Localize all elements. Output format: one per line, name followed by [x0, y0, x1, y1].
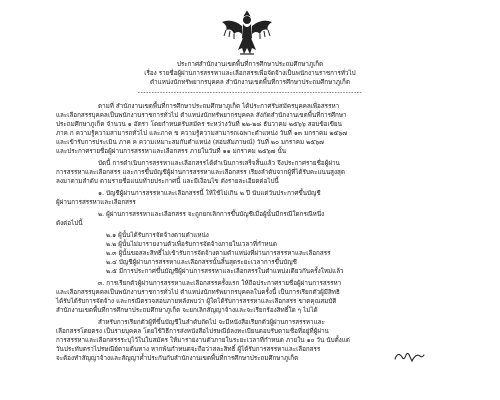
announcement-subtitle: ตำแหน่งนักทรัพยากรบุคคล สำนักงานเขตพื้นที่การศึกษาประถมศึกษาภูเก็ต [150, 79, 350, 86]
paragraph-line: ประถมศึกษาภูเก็ต จำนวน ๑ อัตรา โดยกำหนดรับสมัคร ระหว่างวันที่ ๒๒-๒๘ ธันวาคม ๒๕๖๖ สอบข้อเขียน [56, 121, 342, 128]
announcement-title: ประกาศสำนักงานเขตพื้นที่การศึกษาประถมศึกษาภูเก็ต [176, 61, 324, 68]
paragraph-line: การสรรหาและเลือกสรรระบุไว้ในใบสมัคร ให้มารายงานตัวภายในระยะเวลาที่กำหนด ภายใน ๑๐ วัน นับตั้งแต่ [56, 337, 350, 344]
paragraph-line: ผู้ผ่านการสรรหาและเลือกสรร [56, 199, 136, 206]
list-item: ๒.๔ บัญชีผู้ผ่านการสรรหาและเลือกสรรนั้นสิ้นสุดระยะเวลาการขึ้นบัญชี [106, 259, 297, 266]
paragraph-line: ๓. การเรียกตัวผู้ผ่านการสรรหาและเลือกสรรครั้งแรก ให้ถือประกาศรายชื่อผู้ผ่านการสรรหา [98, 280, 342, 287]
paragraph-line: การสรรหาและเลือกสรร และการขึ้นบัญชีผู้ผ่านการสรรหาและเลือกสรร เรียงลำดับจากผู้ที่ได้รับคะแนนสูงสุด [56, 169, 345, 176]
paragraph-line: และเลือกสรรบุคคลเป็นพนักงานราชการทั่วไป ตำแหน่งนักทรัพยากรบุคคลในครั้งนี้ เป็นการเรียกตัวผู้มีสิทธิ [56, 289, 340, 296]
paragraph-line: และเลือกสรรบุคคลเป็นพนักงานราชการทั่วไป ตำแหน่งนักทรัพยากรบุคคล สังกัดสำนักงานเขตพื้นที่การศึกษา [56, 112, 347, 119]
paragraph-line: ดังต่อไปนี้ [56, 220, 83, 227]
announcement-subject: เรื่อง รายชื่อผู้ผ่านการสรรหาและเลือกสรรเพื่อจัดจ้างเป็นพนักงานราชการทั่วไป [144, 70, 356, 77]
paragraph-line: จะต้องทำสัญญาจ้างและสัญญาค้ำประกันกับสำนักงานเขตพื้นที่การศึกษาประถมศึกษาภูเก็ต [56, 355, 299, 362]
list-item: ๒.๒ ผู้นั้นไม่มารายงานตัวเพื่อรับการจัดจ้างภายในเวลาที่กำหนด [106, 241, 277, 248]
list-item: ๒.๑ ผู้นั้นได้รับการจัดจ้างตามตำแหน่ง [106, 232, 209, 239]
paragraph-line: และประกาศรายชื่อผู้ผ่านการสรรหาและเลือกสรร ภายในวันที่ ๑๑ มกราคม ๒๕๖๗ นั้น [56, 148, 287, 155]
paragraph-line: ภาค ก ความรู้ความสามารถทั่วไป และภาค ข ความรู้ความสามารถเฉพาะตำแหน่ง วันที่ ๑๓ มกราคม ๒๕๖๗ [56, 130, 348, 137]
paragraph-line: สำนักงานเขตพื้นที่การศึกษาประถมศึกษาภูเก็ต จะยกเลิกสัญญาจ้างและจะเรียกร้องสิทธิ์ใด ๆ ไม่ได้ [56, 307, 318, 314]
paragraph-line: ได้รับได้รับการจัดจ้าง และกรณีตรวจสอบภายหลังพบว่า ผู้ใดได้รับการสรรหาและเลือกสรร ขาดคุณสมบัติ [56, 298, 337, 305]
garuda-emblem-icon [218, 8, 276, 60]
list-item: ๒.๓ ผู้นั้นขอสละสิทธิ์ไม่เข้ารับการจัดจ้างตามตำแหน่งที่ผ่านการสรรหาและเลือกสรร [106, 250, 331, 257]
paragraph-line: เลือกสรรโดยตรง เป็นรายบุคคล โดยใช้วิธีการส่งหนังสือไปรษณีย์ลงทะเบียนตอบรับตามชื่อที่อยู่ที่ผู้ผ่าน [56, 328, 329, 335]
paragraph-line: และเข้ารับการประเมิน ภาค ค ความเหมาะสมกับตำแหน่ง (สอบสัมภาษณ์) วันที่ ๒๐ มกราคม ๒๕๖๗ [56, 139, 324, 146]
divider-line: --------------------------------------------------------------------------------- [137, 89, 363, 96]
paragraph-line: ๑. บัญชีผู้ผ่านการสรรหาและเลือกสรรนี้ ให้ใช้ไม่เกิน ๒ ปี นับแต่วันประกาศขึ้นบัญชี [98, 190, 321, 197]
paragraph-line: ลงมาตามลำดับ ตามรายชื่อแนบท้ายประกาศนี้ และมีเงื่อนไข ดังรายละเอียดต่อไปนี้ [56, 178, 279, 185]
paragraph-line: บัดนี้ การดำเนินการสรรหาและเลือกสรรได้ดำเนินการเสร็จสิ้นแล้ว จึงประกาศรายชื่อผู้ผ่าน [98, 160, 340, 167]
paragraph-line: วันประทับตราไปรษณีย์ตามต้นทาง หากพ้นกำหนดจะถือว่าสละสิทธิ์ ผู้ได้รับการสรรหาและเลือกสรร [56, 346, 321, 353]
paragraph-line: ๒. ผู้ผ่านการสรรหาและเลือกสรร จะถูกยกเลิกการขึ้นบัญชีเมื่อผู้นั้นมีกรณีใดกรณีหนึ่ง [98, 211, 325, 218]
list-item: ๒.๕ มีการประกาศขึ้นบัญชีผู้ผ่านการสรรหาและเลือกสรรในตำแหน่งเดียวกันครั้งใหม่แล้ว [106, 268, 344, 275]
paragraph-line: สำหรับการเรียกตัวผู้ที่ขึ้นบัญชีในลำดับถัดไป จะมีหนังสือเรียกตัวผู้ผ่านการสรรหาและ [98, 319, 325, 326]
paragraph-line: ตามที่ สำนักงานเขตพื้นที่การศึกษาประถมศึกษาภูเก็ต ได้ประกาศรับสมัครบุคคลเพื่อสรรหา [98, 103, 340, 110]
handwritten-signature-icon [392, 347, 426, 367]
